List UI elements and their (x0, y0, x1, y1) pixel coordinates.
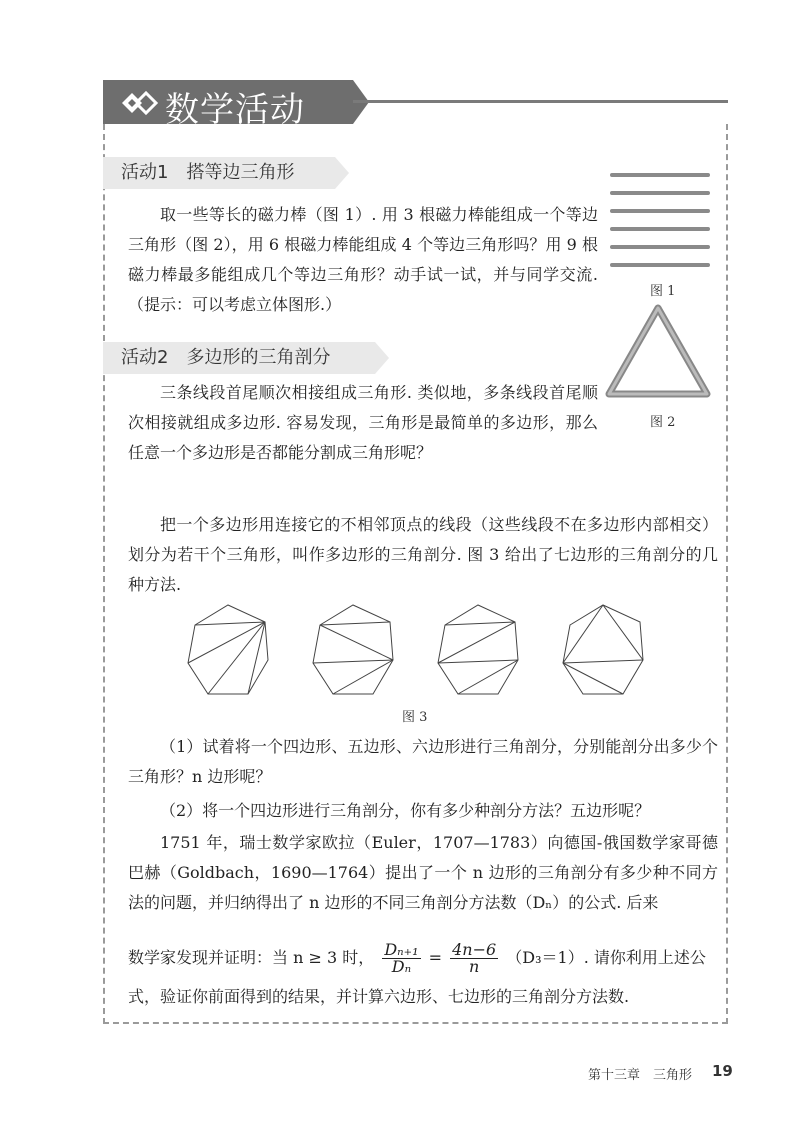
fig1-caption: 图 1 (650, 284, 676, 299)
fig1-rod (610, 209, 710, 213)
fig3-heptagons (180, 600, 650, 700)
activity1-label: 活动1 搭等边三角形 (103, 157, 335, 189)
fraction-ratio-denominator: Dₙ (391, 957, 412, 976)
fig1-rod (610, 191, 710, 195)
activity2-label-arrow (375, 342, 389, 374)
fraction-formula (450, 942, 498, 975)
fraction-ratio (382, 942, 420, 975)
formula-line (128, 938, 728, 978)
fraction-ratio-numerator: Dₙ₊₁ (384, 940, 419, 959)
formula-tail: （D₃＝1）. 请你利用上述公 (506, 948, 706, 967)
activity2-paragraph-1: 三条线段首尾顺次相接组成三角形. 类似地，多条线段首尾顺次相接就组成多边形. 容易发现，三角形是最简单的多边形，那么任意一个多边形是否都能分割成三角形呢？ (128, 383, 598, 462)
question-1: （1）试着将一个四边形、五边形、六边形进行三角剖分，分别能剖分出多少个三角形？n 边形呢？ (128, 737, 718, 786)
fig3-caption: 图 3 (402, 710, 428, 725)
fig2-triangle (603, 300, 713, 400)
page-number: 19 (712, 1062, 733, 1080)
activity2-paragraph-2: 把一个多边形用连接它的不相邻顶点的线段（这些线段不在多边形内部相交）划分为若干个三角形，叫作多边形的三角剖分. 图 3 给出了七边形的三角剖分的几种方法. (128, 515, 718, 594)
formula-intro: 数学家发现并证明：当 n ≥ 3 时， (128, 948, 375, 967)
heptagon-4 (563, 605, 643, 694)
question-2: （2）将一个四边形进行三角剖分，你有多少种剖分方法？五边形呢？ (160, 801, 651, 820)
activity1-label-arrow (335, 157, 349, 189)
activity2-label: 活动2 多边形的三角剖分 (103, 342, 375, 374)
chapter-label: 第十三章 三角形 (588, 1068, 693, 1083)
heptagon-1 (188, 605, 268, 694)
header-rule (353, 100, 728, 103)
heptagon-2 (313, 605, 393, 694)
fig1-rod (610, 263, 710, 267)
page-title: 数学活动 (165, 90, 305, 130)
activity-icon (118, 88, 160, 118)
fig1-rod (610, 227, 710, 231)
activity2-paragraph-3: 1751 年，瑞士数学家欧拉（Euler，1707—1783）向德国-俄国数学家哥德巴赫（Goldbach，1690—1764）提出了一个 n 边形的三角剖分有多少种不同方法的问题，并归纳得出了 n 边形的不同三角剖分方法数（Dₙ）的公式. 后来 (128, 833, 718, 912)
fig1-rod (610, 173, 710, 177)
heptagon-3 (438, 605, 518, 694)
activity2-paragraph-5: 式，验证你前面得到的结果，并计算六边形、七边形的三角剖分方法数. (128, 987, 630, 1006)
fraction-formula-numerator: 4n−6 (452, 940, 497, 959)
fig2-caption: 图 2 (650, 415, 676, 430)
activity1-text: 取一些等长的磁力棒（图 1）. 用 3 根磁力棒能组成一个等边三角形（图 2），用 6 根磁力棒能组成 4 个等边三角形吗？用 9 根磁力棒最多能组成几个等边三角形？动手试一试，并与同学交流.（提示：可以考虑立体图形.） (128, 205, 598, 314)
fraction-formula-denominator: n (468, 957, 480, 976)
equals-sign: = (428, 948, 443, 967)
fig1-rod (610, 245, 710, 249)
